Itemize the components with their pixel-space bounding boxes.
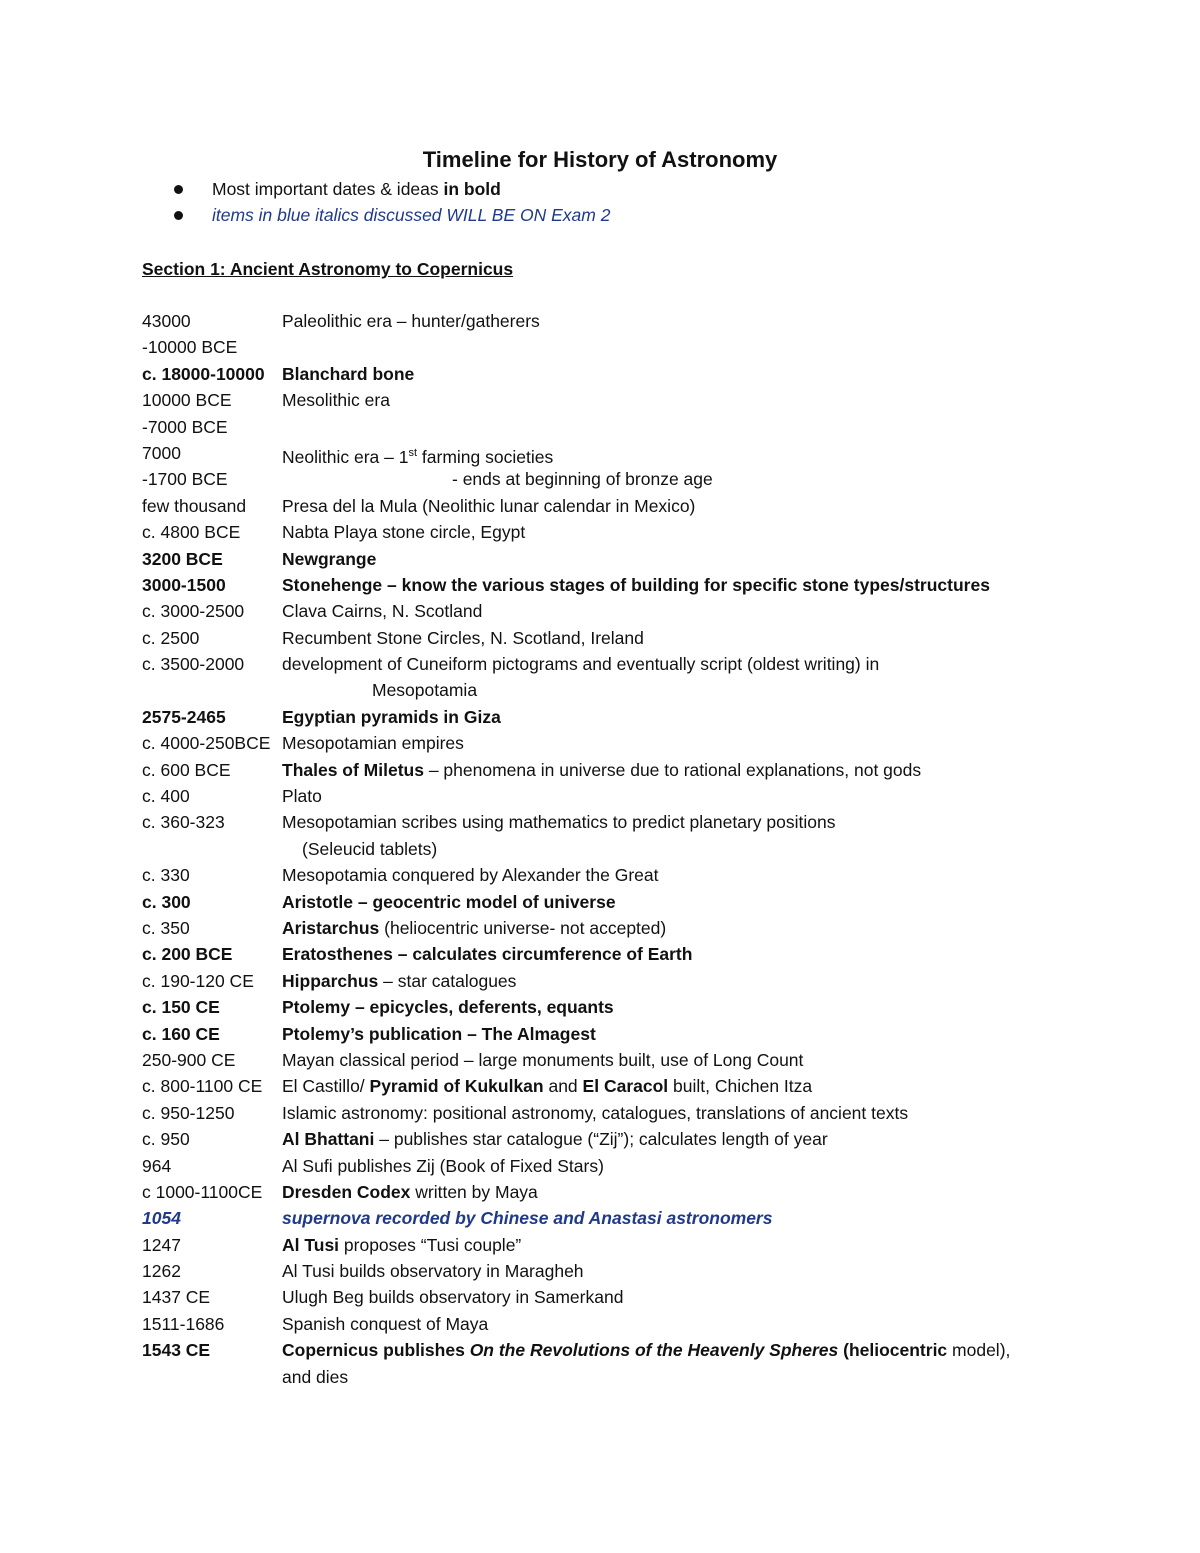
bullet-text-blue-italic: items in blue italics discussed WILL BE ON Exam 2 — [212, 205, 611, 225]
desc-bold: Al Bhattani — [282, 1129, 375, 1150]
timeline-row — [142, 414, 1142, 440]
timeline-date: c 1000-1100CE — [142, 1181, 263, 1202]
timeline-date: c. 600 BCE — [142, 759, 231, 780]
timeline-desc: Blanchard bone — [282, 363, 415, 384]
timeline-row — [142, 1311, 1142, 1337]
desc-bold-italic: On the Revolutions of the Heavenly Spheres — [469, 1340, 839, 1361]
desc-bold: Copernicus publishes — [282, 1340, 470, 1361]
timeline-date: -1700 BCE — [142, 469, 228, 490]
desc-part: – phenomena in universe due to rational explanations, not gods — [423, 759, 922, 780]
timeline-row — [142, 1073, 1142, 1099]
timeline-date: c. 4800 BCE — [142, 522, 241, 543]
desc-bold: Dresden Codex — [282, 1181, 411, 1202]
timeline-date: c. 2500 — [142, 627, 200, 648]
timeline-desc: Clava Cairns, N. Scotland — [282, 601, 483, 622]
desc-part: and — [543, 1076, 583, 1097]
timeline-date: c. 4000-250BCE — [142, 733, 271, 754]
timeline-row — [142, 730, 1142, 756]
timeline-date: c. 950 — [142, 1129, 190, 1150]
desc-bold: Thales of Miletus — [282, 759, 424, 780]
timeline-desc — [282, 1232, 521, 1258]
timeline-row — [142, 757, 1142, 783]
timeline-desc: Eratosthenes – calculates circumference of Earth — [282, 944, 693, 965]
timeline-date: 1511-1686 — [142, 1313, 225, 1334]
timeline-desc: Egyptian pyramids in Giza — [282, 706, 501, 727]
bullet-icon — [174, 211, 183, 220]
timeline-desc — [282, 1126, 828, 1152]
timeline-desc: Stonehenge – know the various stages of building for specific stone types/structures — [282, 574, 990, 595]
timeline-row — [142, 889, 1142, 915]
timeline-date: c. 330 — [142, 865, 190, 886]
timeline-desc: Al Sufi publishes Zij (Book of Fixed Stars) — [282, 1155, 604, 1176]
timeline-desc: Al Tusi builds observatory in Maragheh — [282, 1261, 584, 1282]
bullet-text-bold: in bold — [443, 179, 501, 199]
timeline-row — [142, 862, 1142, 888]
timeline-date: 1054 — [142, 1208, 181, 1229]
timeline-desc: Mesopotamia — [372, 680, 478, 701]
timeline-date: c. 3000-2500 — [142, 601, 245, 622]
desc-part: farming societies — [417, 446, 554, 467]
timeline-date: c. 3500-2000 — [142, 654, 245, 675]
timeline-row — [142, 1232, 1142, 1258]
timeline-desc: Aristotle – geocentric model of universe — [282, 891, 616, 912]
timeline-row — [142, 836, 1142, 862]
timeline-row — [142, 1021, 1142, 1047]
timeline-desc: Mayan classical period – large monuments built, use of Long Count — [282, 1049, 804, 1070]
timeline-date: c. 160 CE — [142, 1023, 220, 1044]
timeline-date: c. 190-120 CE — [142, 970, 254, 991]
desc-bold: Aristarchus — [282, 917, 380, 938]
timeline-date: -7000 BCE — [142, 416, 228, 437]
timeline-table — [142, 308, 1142, 1390]
bullet-item-exam-note — [172, 202, 610, 228]
desc-part: built, Chichen Itza — [668, 1076, 813, 1097]
timeline-desc: Ptolemy’s publication – The Almagest — [282, 1023, 596, 1044]
timeline-desc — [282, 1337, 1010, 1363]
timeline-desc: Mesopotamia conquered by Alexander the Great — [282, 865, 659, 886]
timeline-row — [142, 783, 1142, 809]
bullet-list — [172, 176, 610, 228]
timeline-desc: Mesopotamian empires — [282, 733, 464, 754]
timeline-row — [142, 308, 1142, 334]
timeline-desc: Recumbent Stone Circles, N. Scotland, Ireland — [282, 627, 644, 648]
desc-part: Neolithic era – 1 — [282, 446, 409, 467]
timeline-row — [142, 493, 1142, 519]
timeline-date: 1437 CE — [142, 1287, 211, 1308]
bullet-icon — [174, 185, 183, 194]
desc-part: proposes “Tusi couple” — [339, 1234, 522, 1255]
timeline-date: 7000 — [142, 442, 181, 463]
timeline-row — [142, 598, 1142, 624]
timeline-date: c. 18000-10000 — [142, 363, 265, 384]
timeline-date: c. 200 BCE — [142, 944, 233, 965]
timeline-date: 1543 CE — [142, 1340, 211, 1361]
timeline-desc: Nabta Playa stone circle, Egypt — [282, 522, 526, 543]
desc-superscript: st — [408, 446, 418, 459]
timeline-row — [142, 651, 1142, 677]
timeline-date: 2575-2465 — [142, 706, 226, 727]
timeline-row — [142, 1258, 1142, 1284]
timeline-date: 43000 — [142, 311, 191, 331]
timeline-desc: supernova recorded by Chinese and Anastasi astronomers — [282, 1208, 773, 1229]
timeline-date: c. 360-323 — [142, 812, 225, 833]
timeline-desc: Spanish conquest of Maya — [282, 1313, 489, 1334]
timeline-desc: Newgrange — [282, 548, 377, 569]
timeline-row — [142, 466, 1142, 492]
timeline-date: -10000 BCE — [142, 337, 238, 358]
timeline-desc: Islamic astronomy: positional astronomy, catalogues, translations of ancient texts — [282, 1102, 909, 1123]
timeline-desc: and dies — [282, 1366, 349, 1387]
timeline-date: 964 — [142, 1155, 172, 1176]
timeline-row — [142, 704, 1142, 730]
timeline-desc: Presa del la Mula (Neolithic lunar calendar in Mexico) — [282, 495, 696, 516]
timeline-row — [142, 677, 1142, 703]
timeline-date: 3200 BCE — [142, 548, 223, 569]
timeline-desc — [282, 915, 666, 941]
timeline-desc: Ptolemy – epicycles, deferents, equants — [282, 997, 614, 1018]
desc-part: – star catalogues — [378, 970, 517, 991]
timeline-desc: Ulugh Beg builds observatory in Samerkand — [282, 1287, 624, 1308]
timeline-row — [142, 440, 1142, 466]
desc-part: written by Maya — [410, 1181, 538, 1202]
desc-part: model), — [947, 1340, 1011, 1361]
timeline-desc — [282, 968, 516, 994]
timeline-row — [142, 1205, 1142, 1231]
timeline-desc: - ends at beginning of bronze age — [452, 469, 713, 490]
timeline-row — [142, 1284, 1142, 1310]
desc-bold: El Caracol — [582, 1076, 669, 1097]
bullet-text: Most important dates & ideas — [212, 179, 444, 199]
desc-bold: (heliocentric — [838, 1340, 948, 1361]
desc-part: – publishes star catalogue (“Zij”); calculates length of year — [374, 1129, 828, 1150]
timeline-date: 10000 BCE — [142, 390, 232, 411]
desc-part: (heliocentric universe- not accepted) — [379, 917, 667, 938]
timeline-row — [142, 1100, 1142, 1126]
timeline-date: c. 400 — [142, 786, 190, 807]
timeline-desc: Plato — [282, 786, 322, 807]
timeline-row — [142, 546, 1142, 572]
timeline-row — [142, 334, 1142, 360]
timeline-date: c. 350 — [142, 917, 190, 938]
timeline-row — [142, 519, 1142, 545]
timeline-row — [142, 994, 1142, 1020]
timeline-desc: development of Cuneiform pictograms and eventually script (oldest writing) in — [282, 654, 880, 675]
timeline-date: 3000-1500 — [142, 574, 226, 595]
timeline-desc — [282, 1073, 812, 1099]
timeline-desc — [282, 1179, 538, 1205]
timeline-date: 250-900 CE — [142, 1049, 236, 1070]
timeline-date: c. 150 CE — [142, 997, 220, 1018]
timeline-desc — [282, 757, 921, 783]
timeline-row — [142, 1126, 1142, 1152]
desc-part: El Castillo/ — [282, 1076, 370, 1097]
timeline-row — [142, 1047, 1142, 1073]
timeline-row — [142, 915, 1142, 941]
timeline-row — [142, 1179, 1142, 1205]
timeline-row — [142, 387, 1142, 413]
timeline-row — [142, 809, 1142, 835]
timeline-row — [142, 572, 1142, 598]
timeline-date: c. 800-1100 CE — [142, 1076, 263, 1097]
timeline-desc: Mesolithic era — [282, 390, 390, 411]
page-title: Timeline for History of Astronomy — [422, 147, 778, 172]
bullet-item-bold-note — [172, 176, 610, 202]
timeline-row — [142, 1153, 1142, 1179]
desc-bold: Hipparchus — [282, 970, 379, 991]
section-heading: Section 1: Ancient Astronomy to Copernicus — [142, 259, 514, 279]
timeline-desc: (Seleucid tablets) — [302, 838, 438, 859]
timeline-desc: Mesopotamian scribes using mathematics to predict planetary positions — [282, 812, 836, 833]
desc-bold: Al Tusi — [282, 1234, 340, 1255]
timeline-row — [142, 968, 1142, 994]
timeline-date: 1262 — [142, 1261, 181, 1282]
timeline-row — [142, 361, 1142, 387]
timeline-date: 1247 — [142, 1234, 181, 1255]
desc-bold: Pyramid of Kukulkan — [369, 1076, 544, 1097]
timeline-date: few thousand — [142, 495, 247, 516]
timeline-date: c. 950-1250 — [142, 1102, 235, 1123]
timeline-desc: Paleolithic era – hunter/gatherers — [282, 311, 540, 331]
timeline-row — [142, 1364, 1142, 1390]
timeline-row — [142, 941, 1142, 967]
timeline-row — [142, 1337, 1142, 1363]
timeline-row — [142, 625, 1142, 651]
timeline-date: c. 300 — [142, 891, 191, 912]
